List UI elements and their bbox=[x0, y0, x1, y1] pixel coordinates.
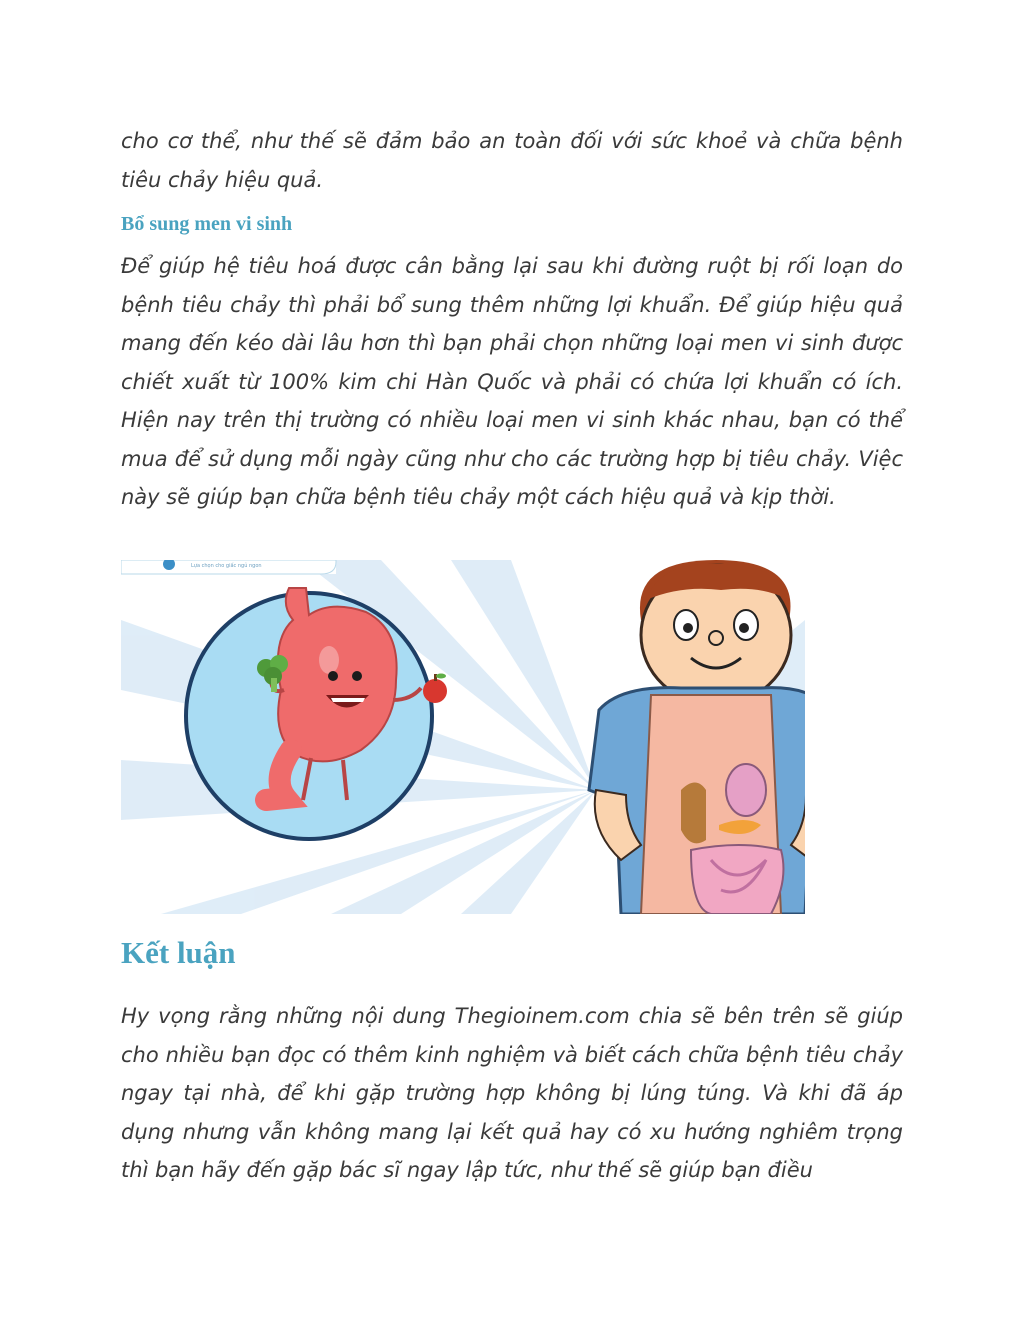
heading-conclusion: Kết luận bbox=[121, 935, 236, 970]
paragraph-probiotic: Để giúp hệ tiêu hoá được cân bằng lại sau khi đường ruột bị rối loạn do bệnh tiêu chảy thì phải bổ sung thêm những lợi khuẩn. Để giúp hiệu quả mang đến kéo dài lâu hơn thì bạn phải chọn những loại men vi sinh được chiết xuất từ 100% kim chi Hàn Quốc và phải có chứa lợi khuẩn có ích. Hiện nay trên thị trường có nhiều loại men vi sinh khác nhau, bạn có thể mua để sử dụng mỗi ngày cũng như cho các trường hợp bị tiêu chảy. Việc này sẽ giúp bạn chữa bệnh tiêu chảy một cách hiệu quả và kịp thời. bbox=[121, 254, 903, 509]
svg-text:Lựa chọn cho giấc ngủ ngon: Lựa chọn cho giấc ngủ ngon bbox=[191, 563, 262, 569]
illustration-digestion bbox=[121, 560, 805, 914]
paragraph-conclusion: Hy vọng rằng những nội dung Thegioinem.com chia sẽ bên trên sẽ giúp cho nhiều bạn đọc có thêm kinh nghiệm và biết cách chữa bệnh tiêu chảy ngay tại nhà, để khi gặp trường hợp không bị lúng túng. Và khi đã áp dụng nhưng vẫn không mang lại kết quả hay có xu hướng nghiêm trọng thì bạn hãy đến gặp bác sĩ ngay lập tức, như thế sẽ giúp bạn điều bbox=[121, 1004, 903, 1182]
logo-banner bbox=[121, 560, 336, 574]
paragraph-top: cho cơ thể, như thế sẽ đảm bảo an toàn đối với sức khoẻ và chữa bệnh tiêu chảy hiệu quả. bbox=[121, 129, 903, 192]
subheading-probiotic: Bổ sung men vi sinh bbox=[121, 213, 293, 235]
